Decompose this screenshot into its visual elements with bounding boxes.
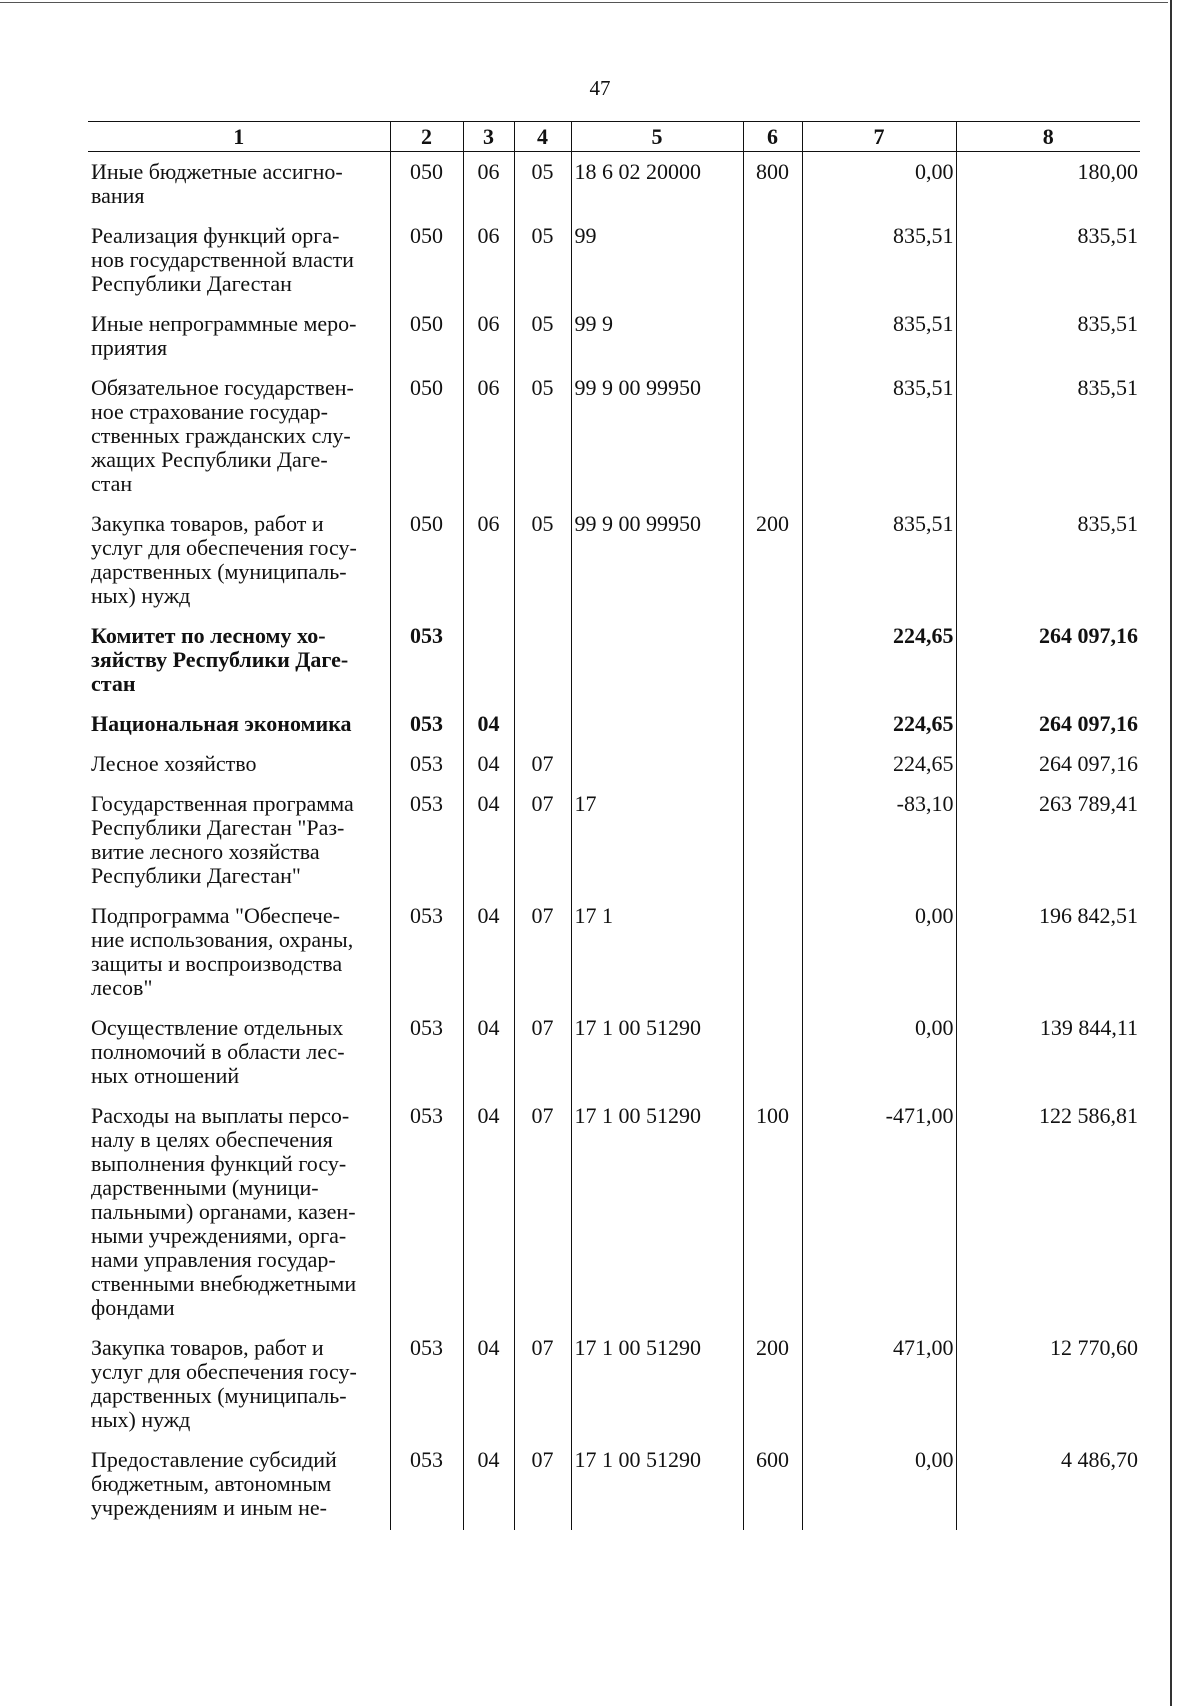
cell-section: 04 xyxy=(463,1098,514,1330)
cell-section: 04 xyxy=(463,898,514,1010)
cell-amount-col7: 835,51 xyxy=(802,306,956,370)
cell-subsection: 07 xyxy=(514,746,571,786)
cell-subsection xyxy=(514,706,571,746)
header-col-5: 5 xyxy=(571,122,743,152)
cell-expense-type: 600 xyxy=(743,1442,802,1530)
cell-section: 04 xyxy=(463,1442,514,1530)
cell-amount-col8: 264 097,16 xyxy=(1039,711,1138,736)
cell-org-code: 050 xyxy=(390,506,463,618)
cell-subsection: 07 xyxy=(514,786,571,898)
table-row xyxy=(88,218,1140,306)
cell-name: Иные бюджетные ассигно- вания xyxy=(88,152,390,219)
cell-amount-col7: -471,00 xyxy=(802,1098,956,1330)
cell-section: 06 xyxy=(463,218,514,306)
table-row xyxy=(88,1330,1140,1442)
cell-section: 06 xyxy=(463,152,514,219)
cell-org-code: 053 xyxy=(390,1010,463,1098)
table-row xyxy=(88,786,1140,898)
table-row xyxy=(88,152,1140,219)
cell-expense-type: 800 xyxy=(743,152,802,219)
table-row xyxy=(88,1442,1140,1530)
header-col-4: 4 xyxy=(514,122,571,152)
page-number: 47 xyxy=(589,76,611,100)
cell-name: Обязательное государствен- ное страхование государ- ственных гражданских слу- жащих Республики Даге- стан xyxy=(88,370,390,506)
cell-amount-col8: 4 486,70 xyxy=(1061,1447,1138,1472)
table-row xyxy=(88,706,1140,746)
cell-expense-type: 200 xyxy=(743,1330,802,1442)
table-row xyxy=(88,746,1140,786)
cell-target-article: 99 9 xyxy=(571,306,743,370)
cell-amount-col8: 264 097,16 xyxy=(1039,623,1138,648)
cell-section xyxy=(463,618,514,706)
cell-target-article xyxy=(571,618,743,706)
cell-amount-col8: 835,51 xyxy=(1077,511,1138,536)
cell-expense-type xyxy=(743,786,802,898)
cell-amount-col8: 180,00 xyxy=(1077,159,1138,184)
cell-org-code: 053 xyxy=(390,706,463,746)
header-col-6: 6 xyxy=(743,122,802,152)
cell-section: 06 xyxy=(463,370,514,506)
cell-name: Государственная программа Республики Дагестан "Раз- витие лесного хозяйства Республики Дагестан" xyxy=(88,786,390,898)
cell-expense-type xyxy=(743,746,802,786)
cell-amount-col8: 196 842,51 xyxy=(1039,903,1138,928)
header-col-3: 3 xyxy=(463,122,514,152)
header-col-8: 8 xyxy=(956,122,1140,152)
cell-org-code: 050 xyxy=(390,370,463,506)
table-row xyxy=(88,370,1140,506)
cell-amount-col7: -83,10 xyxy=(802,786,956,898)
cell-amount-col7: 224,65 xyxy=(802,706,956,746)
cell-name: Закупка товаров, работ и услуг для обеспечения госу- дарственных (муниципаль- ных) нужд xyxy=(88,1330,390,1442)
cell-target-article: 99 9 00 99950 xyxy=(571,370,743,506)
cell-name: Подпрограмма "Обеспече- ние использования, охраны, защиты и воспроизводства лесов" xyxy=(88,898,390,1010)
cell-section: 04 xyxy=(463,706,514,746)
cell-subsection: 05 xyxy=(514,506,571,618)
header-row xyxy=(88,122,1140,152)
cell-amount-col7: 835,51 xyxy=(802,218,956,306)
cell-org-code: 053 xyxy=(390,1330,463,1442)
cell-subsection: 07 xyxy=(514,898,571,1010)
cell-section: 04 xyxy=(463,1010,514,1098)
cell-section: 04 xyxy=(463,1330,514,1442)
cell-target-article: 99 xyxy=(571,218,743,306)
cell-expense-type xyxy=(743,1010,802,1098)
cell-amount-col7: 0,00 xyxy=(802,898,956,1010)
cell-expense-type xyxy=(743,306,802,370)
cell-expense-type xyxy=(743,218,802,306)
cell-target-article: 17 1 xyxy=(571,898,743,1010)
cell-expense-type xyxy=(743,706,802,746)
cell-expense-type: 200 xyxy=(743,506,802,618)
cell-target-article xyxy=(571,746,743,786)
cell-amount-col8: 122 586,81 xyxy=(1039,1103,1138,1128)
cell-org-code: 053 xyxy=(390,618,463,706)
cell-name: Предоставление субсидий бюджетным, автономным учреждениям и иным не- xyxy=(88,1442,390,1530)
header-col-2: 2 xyxy=(390,122,463,152)
cell-name: Закупка товаров, работ и услуг для обеспечения госу- дарственных (муниципаль- ных) нужд xyxy=(88,506,390,618)
table-row xyxy=(88,1010,1140,1098)
cell-amount-col8: 835,51 xyxy=(1077,311,1138,336)
cell-org-code: 053 xyxy=(390,786,463,898)
cell-target-article: 17 1 00 51290 xyxy=(571,1330,743,1442)
cell-org-code: 053 xyxy=(390,746,463,786)
cell-amount-col8: 835,51 xyxy=(1077,223,1138,248)
cell-target-article: 17 1 00 51290 xyxy=(571,1442,743,1530)
cell-amount-col8: 835,51 xyxy=(1077,375,1138,400)
cell-target-article: 18 6 02 20000 xyxy=(571,152,743,219)
cell-amount-col8: 263 789,41 xyxy=(1039,791,1138,816)
cell-org-code: 050 xyxy=(390,306,463,370)
cell-subsection: 07 xyxy=(514,1010,571,1098)
cell-target-article: 17 1 00 51290 xyxy=(571,1010,743,1098)
cell-name: Национальная экономика xyxy=(88,706,390,746)
cell-subsection: 05 xyxy=(514,370,571,506)
cell-name: Реализация функций орга- нов государственной власти Республики Дагестан xyxy=(88,218,390,306)
cell-amount-col7: 0,00 xyxy=(802,1010,956,1098)
cell-target-article: 99 9 00 99950 xyxy=(571,506,743,618)
cell-subsection: 07 xyxy=(514,1098,571,1330)
table-body xyxy=(88,152,1140,1531)
table-row xyxy=(88,506,1140,618)
cell-org-code: 053 xyxy=(390,1098,463,1330)
cell-org-code: 050 xyxy=(390,218,463,306)
cell-expense-type xyxy=(743,370,802,506)
cell-amount-col8: 139 844,11 xyxy=(1039,1015,1138,1040)
table-row xyxy=(88,618,1140,706)
cell-amount-col7: 835,51 xyxy=(802,370,956,506)
cell-subsection: 05 xyxy=(514,218,571,306)
cell-name: Иные непрограммные меро- приятия xyxy=(88,306,390,370)
cell-subsection: 05 xyxy=(514,306,571,370)
table-row xyxy=(88,1098,1140,1330)
cell-expense-type xyxy=(743,898,802,1010)
cell-target-article: 17 1 00 51290 xyxy=(571,1098,743,1330)
cell-name: Расходы на выплаты персо- налу в целях обеспечения выполнения функций госу- дарственными (муници- пальными) органами, казен- ными учреждениями, орга- нами управления государ- ственными внебюджетными фондами xyxy=(88,1098,390,1330)
budget-table xyxy=(88,121,1140,1530)
cell-name: Осуществление отдельных полномочий в области лес- ных отношений xyxy=(88,1010,390,1098)
cell-amount-col7: 224,65 xyxy=(802,746,956,786)
cell-amount-col8: 264 097,16 xyxy=(1039,751,1138,776)
cell-subsection: 07 xyxy=(514,1330,571,1442)
cell-amount-col7: 0,00 xyxy=(802,1442,956,1530)
cell-section: 04 xyxy=(463,746,514,786)
cell-subsection xyxy=(514,618,571,706)
cell-amount-col7: 0,00 xyxy=(802,152,956,219)
header-col-7: 7 xyxy=(802,122,956,152)
cell-amount-col7: 224,65 xyxy=(802,618,956,706)
cell-org-code: 053 xyxy=(390,1442,463,1530)
cell-target-article xyxy=(571,706,743,746)
cell-target-article: 17 xyxy=(571,786,743,898)
header-col-1: 1 xyxy=(88,122,390,152)
cell-expense-type xyxy=(743,618,802,706)
cell-expense-type: 100 xyxy=(743,1098,802,1330)
cell-amount-col7: 835,51 xyxy=(802,506,956,618)
cell-subsection: 05 xyxy=(514,152,571,219)
cell-name: Лесное хозяйство xyxy=(88,746,390,786)
page-right-edge xyxy=(1170,0,1172,1706)
cell-section: 06 xyxy=(463,506,514,618)
cell-section: 04 xyxy=(463,786,514,898)
cell-section: 06 xyxy=(463,306,514,370)
cell-amount-col7: 471,00 xyxy=(802,1330,956,1442)
cell-org-code: 050 xyxy=(390,152,463,219)
cell-org-code: 053 xyxy=(390,898,463,1010)
table-row xyxy=(88,898,1140,1010)
cell-amount-col8: 12 770,60 xyxy=(1050,1335,1138,1360)
table-row xyxy=(88,306,1140,370)
page-top-edge xyxy=(0,2,1168,3)
cell-name: Комитет по лесному хо- зяйству Республики Даге- стан xyxy=(88,618,390,706)
cell-subsection: 07 xyxy=(514,1442,571,1530)
